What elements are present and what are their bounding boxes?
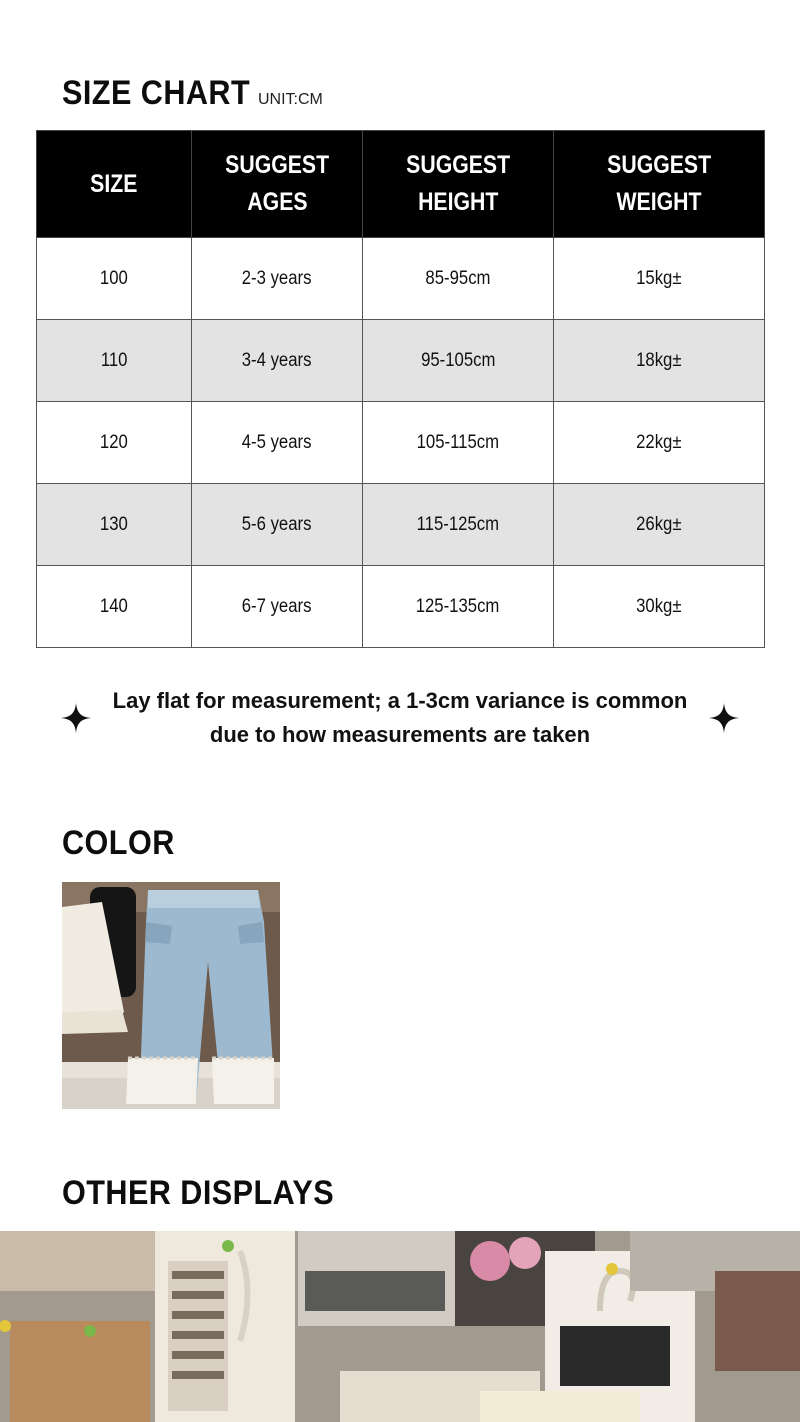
sparkle-icon <box>709 703 739 733</box>
product-photo <box>62 882 280 1109</box>
header-suggest-height: SUGGEST HEIGHT <box>363 131 554 238</box>
header-suggest-weight: SUGGEST WEIGHT <box>554 131 765 238</box>
cell-weight: 15kg± <box>554 238 765 320</box>
cell-size: 130 <box>37 484 192 566</box>
table-row <box>37 238 765 320</box>
other-displays-title: OTHER DISPLAYS <box>62 1174 335 1212</box>
cell-weight: 26kg± <box>554 484 765 566</box>
cell-weight: 22kg± <box>554 402 765 484</box>
note-line-2: due to how measurements are taken <box>209 722 591 747</box>
measurement-note <box>100 684 700 752</box>
cell-ages: 4-5 years <box>192 402 363 484</box>
cell-weight: 18kg± <box>554 320 765 402</box>
cell-size: 110 <box>37 320 192 402</box>
cell-size: 140 <box>37 566 192 648</box>
cell-height: 125-135cm <box>363 566 554 648</box>
table-row <box>37 566 765 648</box>
other-displays-collage <box>0 1231 800 1422</box>
collage-photo <box>0 1231 800 1422</box>
size-chart-unit: UNIT:CM <box>258 91 323 108</box>
sparkle-icon <box>61 703 91 733</box>
table-row <box>37 320 765 402</box>
cell-height: 105-115cm <box>363 402 554 484</box>
color-swatch-image[interactable] <box>62 882 280 1109</box>
cell-height: 95-105cm <box>363 320 554 402</box>
header-suggest-ages: SUGGEST AGES <box>192 131 363 238</box>
header-size: SIZE <box>37 131 192 238</box>
note-line-1: Lay flat for measurement; a 1-3cm variance is common <box>112 688 688 713</box>
cell-ages: 6-7 years <box>192 566 363 648</box>
table-header-row <box>37 131 765 238</box>
size-chart-title: SIZE CHART <box>62 74 251 112</box>
cell-ages: 5-6 years <box>192 484 363 566</box>
cell-ages: 2-3 years <box>192 238 363 320</box>
cell-height: 115-125cm <box>363 484 554 566</box>
color-section-title: COLOR <box>62 824 175 862</box>
cell-size: 120 <box>37 402 192 484</box>
cell-size: 100 <box>37 238 192 320</box>
cell-weight: 30kg± <box>554 566 765 648</box>
table-row <box>37 402 765 484</box>
cell-height: 85-95cm <box>363 238 554 320</box>
size-chart-table <box>36 130 765 648</box>
table-row <box>37 484 765 566</box>
cell-ages: 3-4 years <box>192 320 363 402</box>
